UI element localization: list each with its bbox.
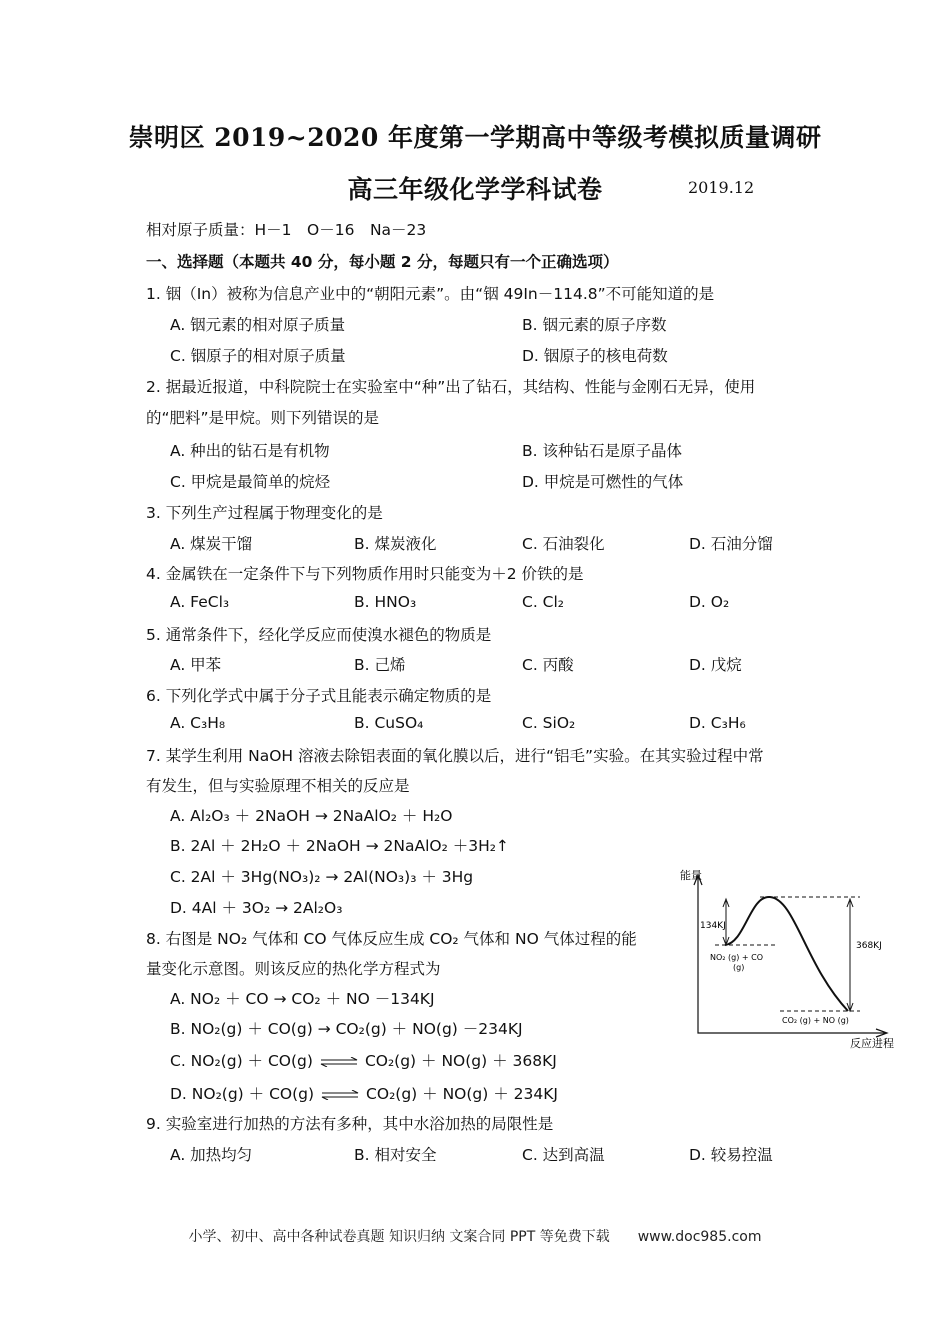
q1-stem: 1. 铟（In）被称为信息产业中的“朝阳元素”。由“铟 49In－114.8”不可能知道的是 <box>146 285 715 303</box>
q4-option-d: D. O₂ <box>689 593 730 611</box>
q9-option-b: B. 相对安全 <box>354 1146 437 1164</box>
q7-option-c: C. 2Al ＋ 3Hg(NO₃)₂ → 2Al(NO₃)₃ ＋ 3Hg <box>170 868 474 886</box>
q5-option-a: A. 甲苯 <box>170 656 222 674</box>
q3-stem: 3. 下列生产过程属于物理变化的是 <box>146 504 383 522</box>
exam-date: 2019.12 <box>688 178 755 197</box>
q8-d-left: D. NO₂(g) ＋ CO(g) <box>170 1085 315 1103</box>
q8-option-a: A. NO₂ ＋ CO → CO₂ ＋ NO －134KJ <box>170 990 435 1008</box>
q6-option-d: D. C₃H₆ <box>689 714 746 732</box>
q1-option-a: A. 铟元素的相对原子质量 <box>170 316 346 334</box>
q6-option-c: C. SiO₂ <box>522 714 576 732</box>
q8-option-d <box>170 1082 558 1104</box>
reactant-phase: (g) <box>733 963 745 972</box>
equilibrium-arrow-icon <box>320 1090 360 1100</box>
q7-stem: 7. 某学生利用 NaOH 溶液去除铝表面的氧化膜以后，进行“铝毛”实验。在其实验过程中常 <box>146 747 764 765</box>
q3-option-b: B. 煤炭液化 <box>354 535 437 553</box>
reactant-label: NO₂ (g) + CO <box>710 953 764 962</box>
equilibrium-arrow-icon <box>319 1057 359 1067</box>
energy-diagram <box>670 865 910 1055</box>
q2-stem-cont: 的“肥料”是甲烷。则下列错误的是 <box>146 409 380 427</box>
ea-label: 134KJ <box>700 921 726 931</box>
q8-option-b: B. NO₂(g) ＋ CO(g) → CO₂(g) ＋ NO(g) －234KJ <box>170 1020 523 1038</box>
q7-option-d: D. 4Al ＋ 3O₂ → 2Al₂O₃ <box>170 899 343 917</box>
y-axis-label: 能量 <box>680 869 702 882</box>
q5-stem: 5. 通常条件下，经化学反应而使溴水褪色的物质是 <box>146 626 492 644</box>
q9-option-c: C. 达到高温 <box>522 1146 605 1164</box>
q9-stem: 9. 实验室进行加热的方法有多种，其中水浴加热的局限性是 <box>146 1115 554 1133</box>
q6-option-a: A. C₃H₈ <box>170 714 226 732</box>
q4-option-c: C. Cl₂ <box>522 593 565 611</box>
x-axis-label: 反应进程 <box>850 1037 894 1050</box>
q2-option-b: B. 该种钻石是原子晶体 <box>522 442 682 460</box>
q8-stem: 8. 右图是 NO₂ 气体和 CO 气体反应生成 CO₂ 气体和 NO 气体过程的能 <box>146 930 637 948</box>
q4-stem: 4. 金属铁在一定条件下与下列物质作用时只能变为＋2 价铁的是 <box>146 565 584 583</box>
q5-option-b: B. 己烯 <box>354 656 406 674</box>
q7-option-b: B. 2Al ＋ 2H₂O ＋ 2NaOH → 2NaAlO₂ ＋3H₂↑ <box>170 837 509 855</box>
exam-subtitle: 高三年级化学学科试卷 <box>347 175 603 204</box>
q1-option-d: D. 铟原子的核电荷数 <box>522 347 668 365</box>
q2-stem: 2. 据最近报道，中科院院士在实验室中“种”出了钻石，其结构、性能与金刚石无异，使用 <box>146 378 756 396</box>
q7-option-a: A. Al₂O₃ ＋ 2NaOH → 2NaAlO₂ ＋ H₂O <box>170 807 453 825</box>
footer-banner: 小学、初中、高中各种试卷真题 知识归纳 文案合同 PPT 等免费下载 www.doc985.com <box>188 1229 762 1245</box>
q8-option-c <box>170 1049 557 1071</box>
q2-option-a: A. 种出的钻石是有机物 <box>170 442 330 460</box>
atomic-mass: 相对原子质量：H－1 O－16 Na－23 <box>146 221 427 239</box>
q3-option-a: A. 煤炭干馏 <box>170 535 253 553</box>
q4-option-a: A. FeCl₃ <box>170 593 230 611</box>
delta-label: 368KJ <box>856 941 882 951</box>
exam-title: 崇明区 2019~2020 年度第一学期高中等级考模拟质量调研 <box>128 123 822 152</box>
q6-stem: 6. 下列化学式中属于分子式且能表示确定物质的是 <box>146 687 492 705</box>
q8-c-right: CO₂(g) ＋ NO(g) ＋ 368KJ <box>364 1052 557 1070</box>
product-label: CO₂ (g) + NO (g) <box>782 1016 849 1025</box>
section-heading: 一、选择题（本题共 40 分，每小题 2 分，每题只有一个正确选项） <box>146 253 619 271</box>
q1-option-c: C. 铟原子的相对原子质量 <box>170 347 346 365</box>
q9-option-d: D. 较易控温 <box>689 1146 773 1164</box>
q2-option-c: C. 甲烷是最简单的烷烃 <box>170 473 331 491</box>
q9-option-a: A. 加热均匀 <box>170 1146 253 1164</box>
q5-option-c: C. 丙酸 <box>522 656 574 674</box>
q5-option-d: D. 戊烷 <box>689 656 742 674</box>
q6-option-b: B. CuSO₄ <box>354 714 424 732</box>
q4-option-b: B. HNO₃ <box>354 593 417 611</box>
q1-option-b: B. 铟元素的原子序数 <box>522 316 667 334</box>
q3-option-c: C. 石油裂化 <box>522 535 605 553</box>
q8-d-right: CO₂(g) ＋ NO(g) ＋ 234KJ <box>366 1085 558 1103</box>
q8-stem-cont: 量变化示意图。则该反应的热化学方程式为 <box>146 960 441 978</box>
q7-stem-cont: 有发生，但与实验原理不相关的反应是 <box>146 777 410 795</box>
q3-option-d: D. 石油分馏 <box>689 535 773 553</box>
q2-option-d: D. 甲烷是可燃性的气体 <box>522 473 684 491</box>
q8-c-left: C. NO₂(g) ＋ CO(g) <box>170 1052 313 1070</box>
